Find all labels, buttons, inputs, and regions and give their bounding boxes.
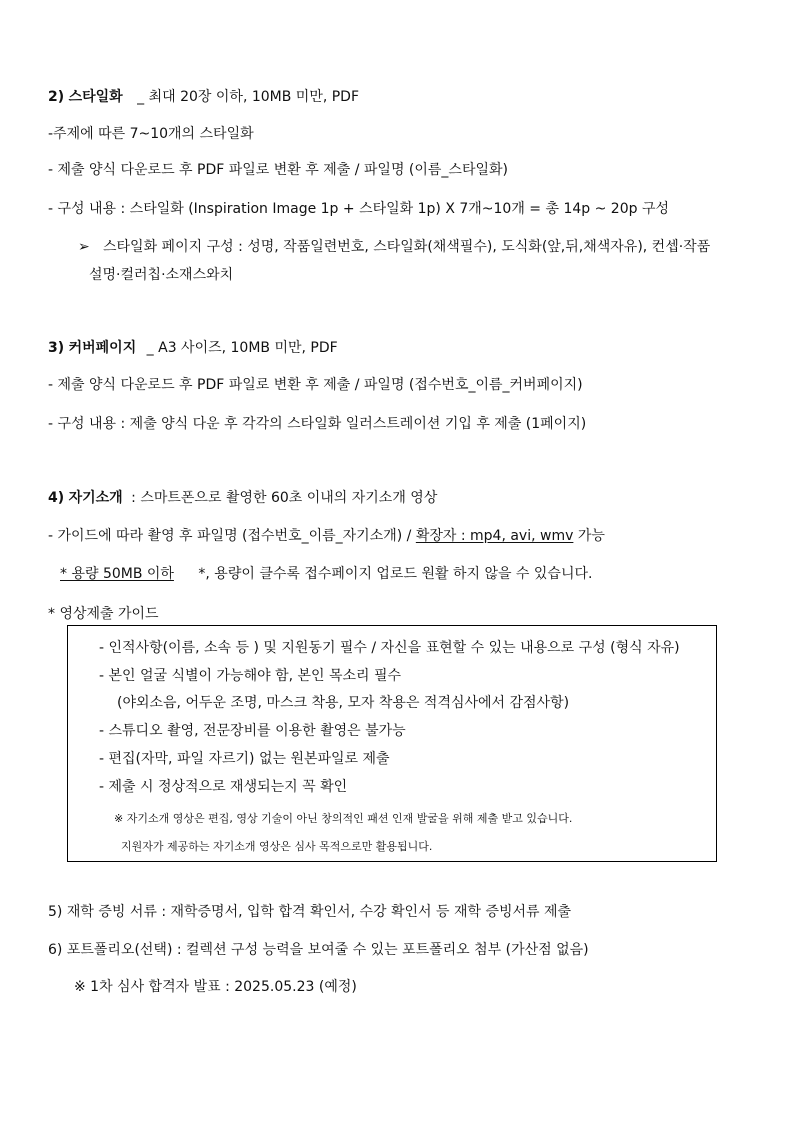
item-6: 6) 포트폴리오(선택) : 컬렉션 구성 능력을 보여줄 수 있는 포트폴리오 첨부 (가산점 없음) bbox=[48, 942, 589, 958]
section-style-heading bbox=[48, 88, 359, 106]
section-cover-desc: _ A3 사이즈, 10MB 미만, PDF bbox=[146, 340, 338, 356]
section-style-desc: _ 최대 20장 이하, 10MB 미만, PDF bbox=[137, 89, 360, 105]
style-bullet-icon: ➢ bbox=[78, 239, 90, 255]
intro-size-limit: * 용량 50MB 이하 bbox=[60, 566, 174, 582]
section-intro-heading bbox=[48, 489, 437, 507]
intro-guide-label: * 영상제출 가이드 bbox=[48, 606, 159, 622]
style-line-2: - 제출 양식 다운로드 후 PDF 파일로 변환 후 제출 / 파일명 (이름_스타일화) bbox=[48, 162, 508, 178]
style-line-1: -주제에 따른 7~10개의 스타일화 bbox=[48, 126, 254, 142]
intro-line-1-end: 가능 bbox=[573, 528, 605, 544]
intro-line-1 bbox=[48, 527, 605, 545]
section-style-title: 스타일화 bbox=[68, 89, 123, 105]
section-cover-title: 커버페이지 bbox=[68, 340, 137, 356]
intro-line-1-text: - 가이드에 따라 촬영 후 파일명 (접수번호_이름_자기소개) / bbox=[48, 528, 416, 544]
cover-line-2: - 구성 내용 : 제출 양식 다운 후 각각의 스타일화 일러스트레이션 기입 후 제출 (1페이지) bbox=[48, 416, 587, 432]
section-cover-number: 3) bbox=[48, 340, 65, 356]
section-intro-number: 4) bbox=[48, 490, 65, 506]
guide-line-1: - 인적사항(이름, 소속 등 ) 및 지원동기 필수 / 자신을 표현할 수 있는 내용으로 구성 (형식 자유) bbox=[99, 640, 680, 656]
guide-line-4: - 스튜디오 촬영, 전문장비를 이용한 촬영은 불가능 bbox=[99, 723, 406, 739]
guide-line-5: - 편집(자막, 파일 자르기) 없는 원본파일로 제출 bbox=[99, 751, 390, 767]
guide-note-1: ※ 자기소개 영상은 편집, 영상 기술이 아닌 창의적인 패션 인재 발굴을 위해 제출 받고 있습니다. bbox=[114, 812, 573, 825]
cover-line-1: - 제출 양식 다운로드 후 PDF 파일로 변환 후 제출 / 파일명 (접수번호_이름_커버페이지) bbox=[48, 377, 583, 393]
section-intro-title: 자기소개 bbox=[68, 490, 123, 506]
style-bullet-text-2: 설명·컬러칩·소재스와치 bbox=[89, 267, 234, 283]
video-guide-box bbox=[67, 625, 717, 862]
intro-line-2 bbox=[60, 565, 592, 583]
item-5: 5) 재학 증빙 서류 : 재학증명서, 입학 합격 확인서, 수강 확인서 등 재학 증빙서류 제출 bbox=[48, 904, 572, 920]
guide-line-2: - 본인 얼굴 식별이 가능해야 함, 본인 목소리 필수 bbox=[99, 668, 402, 684]
style-line-3: - 구성 내용 : 스타일화 (Inspiration Image 1p + 스타일화 1p) X 7개~10개 = 총 14p ~ 20p 구성 bbox=[48, 201, 669, 217]
section-style-number: 2) bbox=[48, 89, 65, 105]
guide-line-3: (야외소음, 어두운 조명, 마스크 착용, 모자 착용은 적격심사에서 감점사항) bbox=[117, 695, 570, 711]
intro-extension: 확장자 : mp4, avi, wmv bbox=[415, 528, 574, 544]
result-notice: ※ 1차 심사 합격자 발표 : 2025.05.23 (예정) bbox=[74, 979, 357, 995]
section-intro-desc: : 스마트폰으로 촬영한 60초 이내의 자기소개 영상 bbox=[131, 490, 438, 506]
intro-size-note: *, 용량이 클수록 접수페이지 업로드 원활 하지 않을 수 있습니다. bbox=[198, 566, 593, 582]
guide-note-2: 지원자가 제공하는 자기소개 영상은 심사 목적으로만 활용됩니다. bbox=[121, 840, 433, 853]
style-bullet-text-1: 스타일화 페이지 구성 : 성명, 작품일련번호, 스타일화(채색필수), 도식화(앞,뒤,채색자유), 컨셉·작품 bbox=[103, 239, 711, 255]
section-cover-heading bbox=[48, 339, 338, 357]
guide-line-6: - 제출 시 정상적으로 재생되는지 꼭 확인 bbox=[99, 779, 348, 795]
